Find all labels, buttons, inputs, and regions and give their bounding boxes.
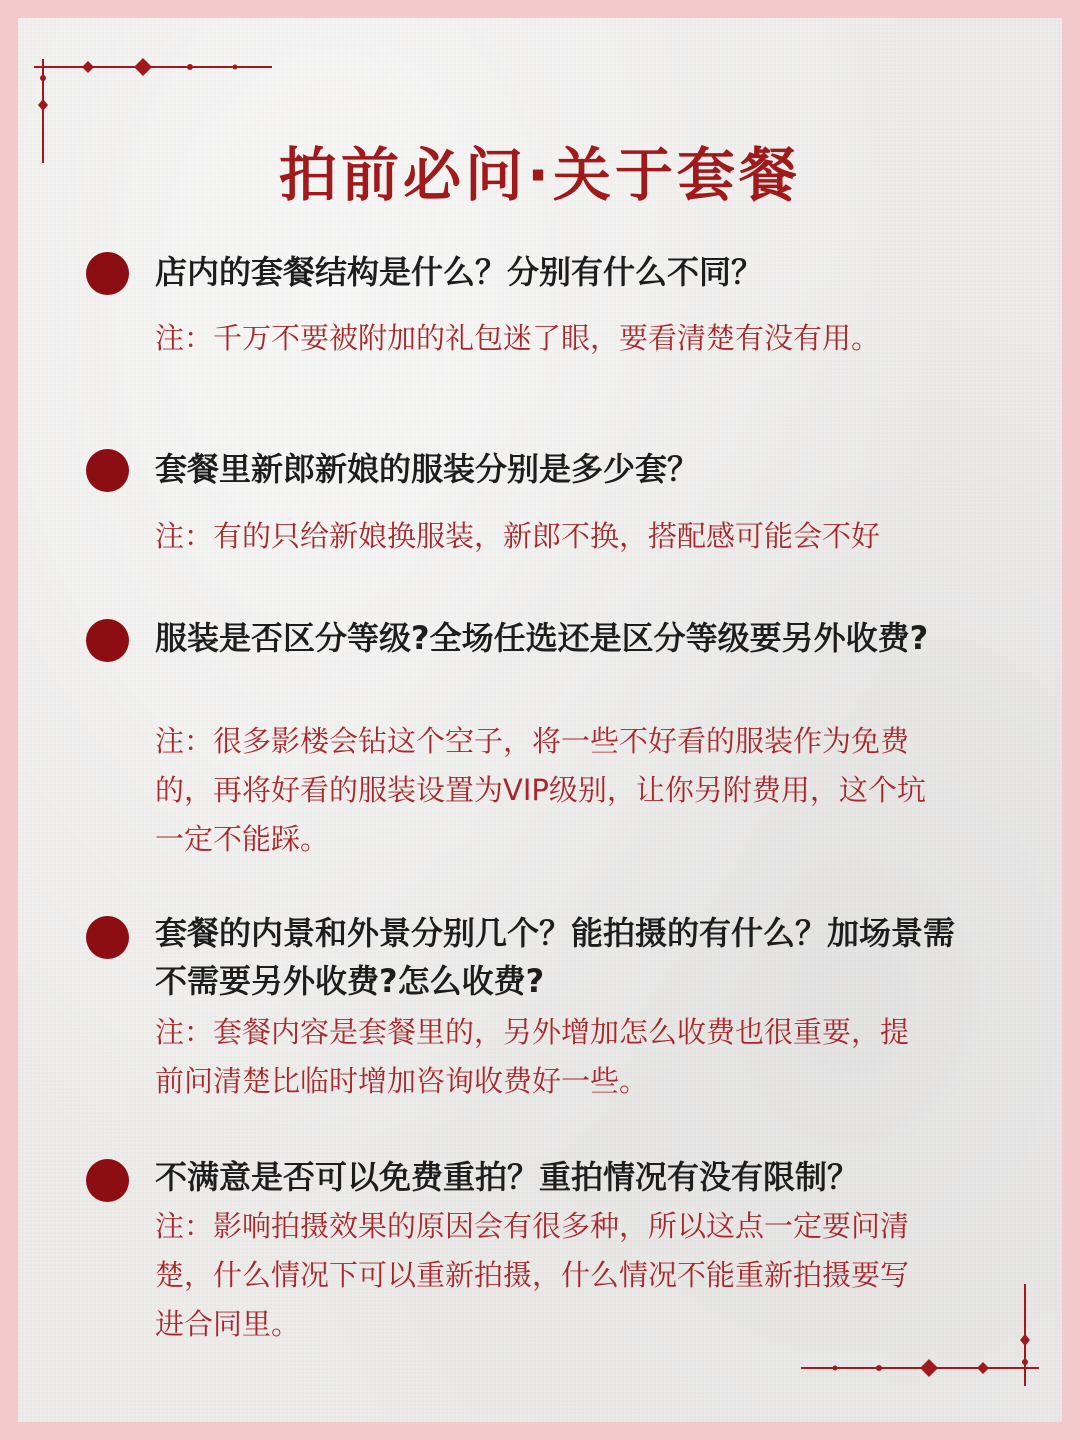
note-text: 注：有的只给新娘换服装，新郎不换，搭配感可能会不好 (155, 519, 881, 553)
bullet-dot (86, 916, 129, 959)
bullet-dot (86, 1159, 129, 1202)
bullet-dot (86, 619, 129, 662)
question-text: 不满意是否可以免费重拍？重拍情况有没有限制？ (155, 1158, 860, 1196)
question-text: 套餐里新郎新娘的服装分别是多少套？ (155, 450, 700, 488)
bullet-dot (86, 252, 129, 295)
note-text: 注：很多影楼会钻这个空子，将一些不好看的服装作为免费的，再将好看的服装设置为VIP级别，让你另附费用，这个坑一定不能踩。 (155, 724, 926, 856)
page-title: 拍前必问·关于套餐 (278, 141, 802, 209)
question-text: 店内的套餐结构是什么？分别有什么不同？ (155, 253, 764, 291)
question-text: 服装是否区分等级?全场任选还是区分等级要另外收费? (155, 619, 929, 657)
bullet-dot (86, 449, 129, 492)
question-text: 套餐的内景和外景分别几个？能拍摄的有什么？加场景需不需要另外收费?怎么收费? (155, 914, 956, 1000)
note-text: 注：套餐内容是套餐里的，另外增加怎么收费也很重要，提前问清楚比临时增加咨询收费好一些。 (155, 1015, 910, 1098)
note-text: 注：影响拍摄效果的原因会有很多种，所以这点一定要问清楚，什么情况下可以重新拍摄，什么情况不能重新拍摄要写进合同里。 (155, 1209, 910, 1341)
note-text: 注：千万不要被附加的礼包迷了眼，要看清楚有没有用。 (155, 321, 881, 355)
